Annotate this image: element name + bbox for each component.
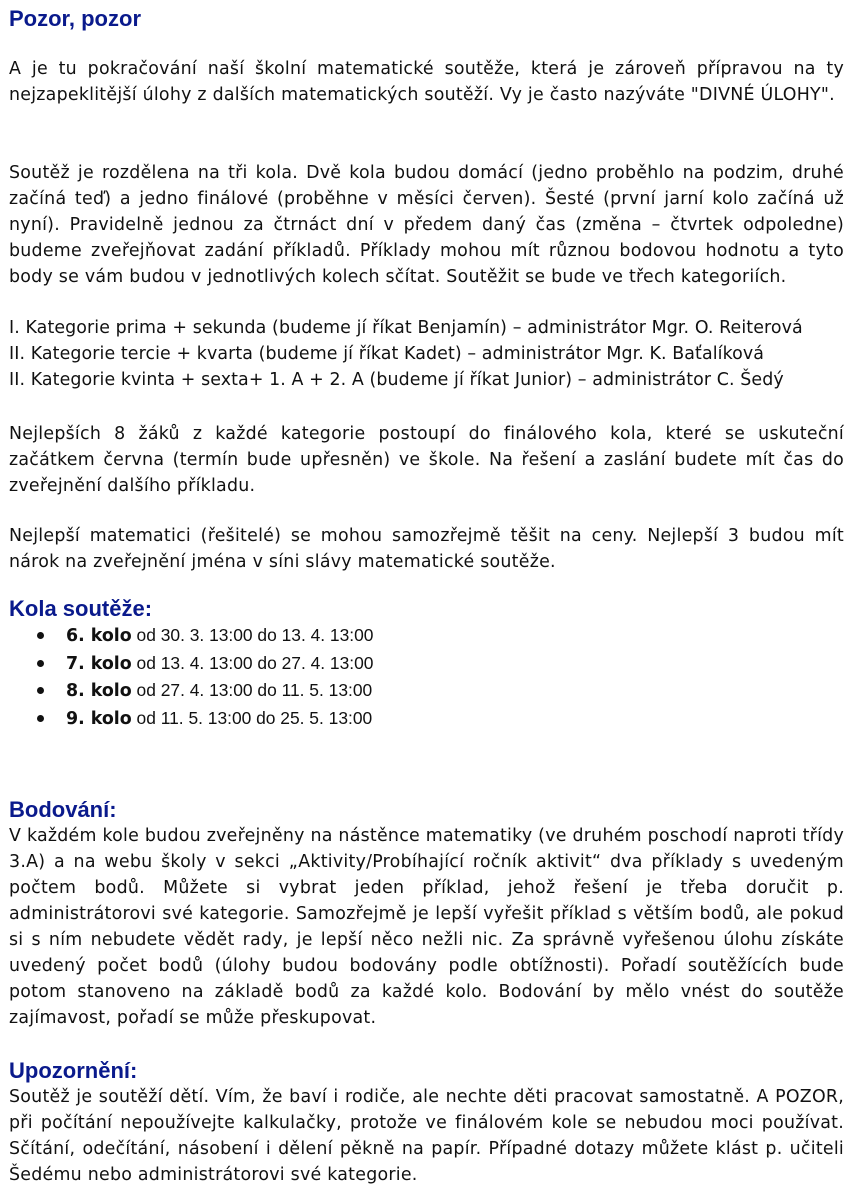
category-list [9,315,844,393]
rounds-section [9,596,844,732]
finals-paragraph [9,421,844,499]
round-label: 7. kolo [66,653,132,674]
intro-text: A je tu pokračování naší školní matematické soutěže, která je zároveň přípravou na ty nejzapeklitější úlohy z dalších matematických soutěží. Vy je často nazýváte "DIVNÉ ÚLOHY". [9,59,844,105]
structure-paragraph [9,160,844,290]
prizes-paragraph [9,523,844,575]
round-item [9,705,844,733]
round-dates: od 13. 4. 13:00 do 27. 4. 13:00 [131,652,374,673]
scoring-section [9,797,844,1031]
page-title: Pozor, pozor [9,6,141,31]
round-dates: od 27. 4. 13:00 do 11. 5. 13:00 [131,680,373,700]
prizes-text: Nejlepší matematici (řešitelé) se mohou samozřejmě těšit na ceny. Nejlepší 3 budou mít nárok na zveřejnění jména v síni slávy matematické soutěže. [9,526,844,572]
round-item [9,677,844,705]
category-benjamin: I. Kategorie prima + sekunda (budeme jí říkat Benjamín) – administrátor Mgr. O. Reiterová [9,318,803,338]
notice-section [9,1058,844,1188]
category-kadet: II. Kategorie tercie + kvarta (budeme jí říkat Kadet) – administrátor Mgr. K. Baťalíková [9,344,765,364]
finals-text: Nejlepších 8 žáků z každé kategorie postoupí do finálového kola, které se uskuteční začátkem června (termín bude upřesněn) ve škole. Na řešení a zaslání budete mít čas do zveřejnění dalšího příkladu. [9,424,844,496]
round-item [9,622,844,650]
scoring-text: V každém kole budou zveřejněny na nástěnce matematiky (ve druhém poschodí naproti třídy 3.A) a na webu školy v sekci „Aktivity/Probíhající ročník aktivit“ dva příklady s uvedeným počtem bodů. Můžete si vybrat jeden příklad, jehož řešení je třeba doručit p. administrátorovi své kategorie. Samozřejmě je lepší vyřešit příklad s větším bodů, ale pokud si s ním nebudete vědět rady, je lepší něco nežli nic. Za správně vyřešenou úlohu získáte uvedený počet bodů (úlohy budou bodovány podle obtížnosti). Pořadí soutěžících bude potom stanoveno na základě bodů za každé kolo. Bodování by mělo vnést do soutěže zajímavost, pořadí se může přeskupovat. [9,826,844,1028]
round-label: 6. kolo [66,626,132,646]
rounds-list [9,622,844,732]
round-item [9,650,844,678]
notice-heading: Upozornění: [9,1058,138,1083]
round-label: 8. kolo [66,681,132,701]
round-dates: od 11. 5. 13:00 do 25. 5. 13:00 [131,707,373,728]
intro-paragraph [9,56,844,108]
scoring-heading: Bodování: [9,797,117,822]
rounds-heading: Kola soutěže: [9,596,153,621]
structure-text: Soutěž je rozdělena na tři kola. Dvě kola budou domácí (jedno proběhlo na podzim, druhé začíná teď) a jedno finálové (proběhne v měsíci červen). Šesté (první jarní kolo začíná už nyní). Pravidelně jednou za čtrnáct dní v předem daný čas (změna – čtvrtek odpoledne) budeme zveřejňovat zadání příkladů. Příklady mohou mít různou bodovou hodnotu a tyto body se vám budou v jednotlivých kolech sčítat. Soutěžit se bude ve třech kategoriích. [9,163,844,287]
round-label: 9. kolo [66,708,132,729]
round-dates: od 30. 3. 13:00 do 13. 4. 13:00 [131,625,374,645]
category-junior: II. Kategorie kvinta + sexta+ 1. A + 2. A (budeme jí říkat Junior) – administrátor C. Šedý [9,370,784,390]
notice-text: Soutěž je soutěží dětí. Vím, že baví i rodiče, ale nechte děti pracovat samostatně. A POZOR, při počítání nepoužívejte kalkulačky, protože ve finálovém kole se nebudou moci používat. Sčítání, odečítání, násobení i dělení pěkně na papír. Případné dotazy můžete klást p. učiteli Šedému nebo administrátorovi své kategorie. [9,1087,844,1185]
